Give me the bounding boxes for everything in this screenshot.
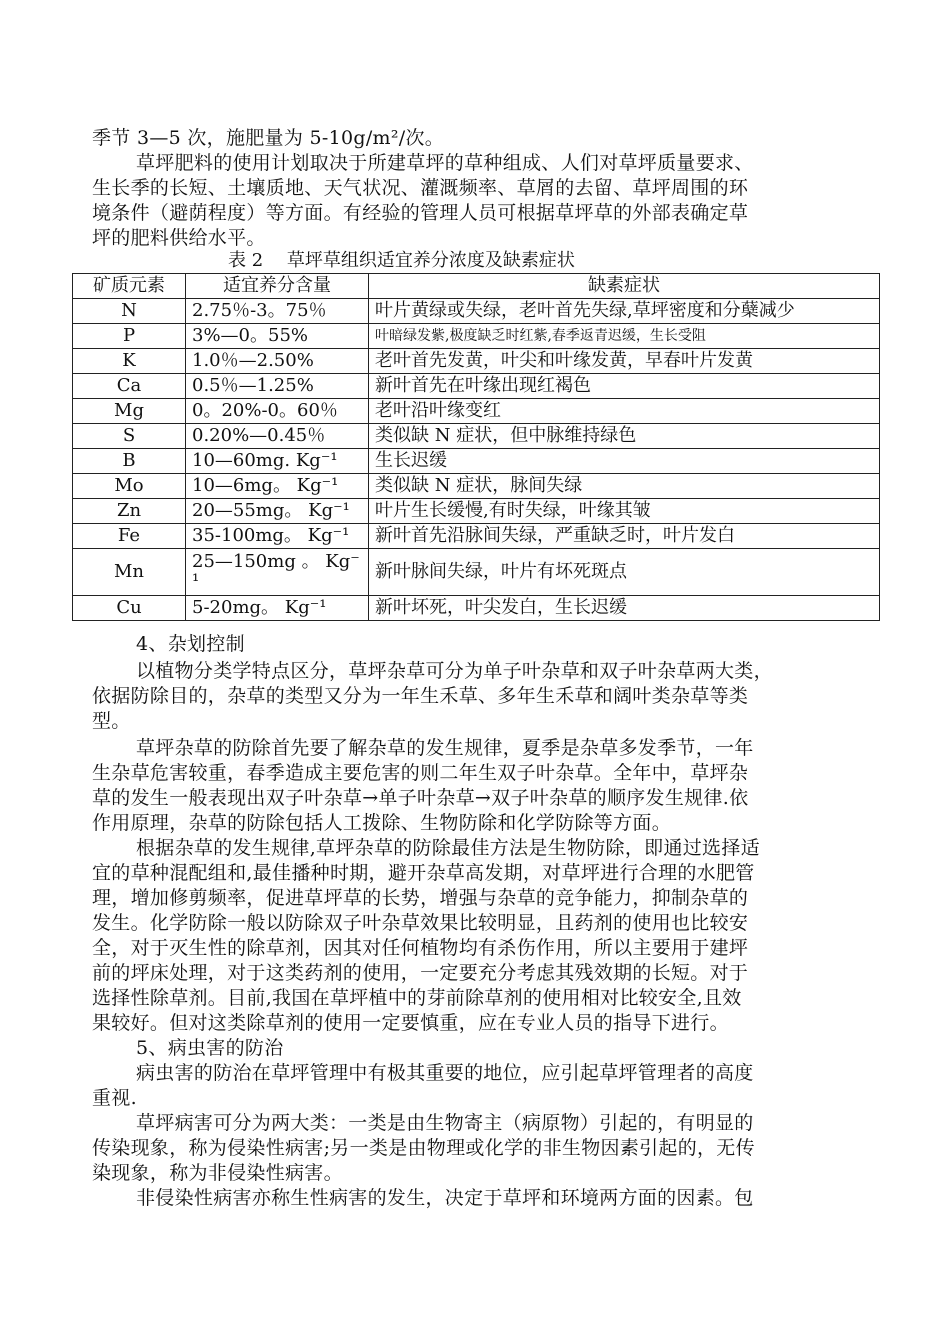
cell-element: B [73, 449, 186, 474]
text-line: 草的发生一般表现出双子叶杂草→单子叶杂草→双子叶杂草的顺序发生规律.依 [92, 787, 749, 809]
cell-element: Mg [73, 399, 186, 424]
nutrient-table [72, 273, 880, 621]
cell-symptom: 新叶脉间失绿，叶片有坏死斑点 [369, 549, 880, 596]
cell-symptom: 生长迟缓 [369, 449, 880, 474]
table-header-row [73, 274, 880, 299]
table-row [73, 324, 880, 349]
cell-content: 0.20%—0.45％ [186, 424, 369, 449]
text-line: 季节 3—5 次，施肥量为 5-10g/m²/次。 [92, 127, 445, 149]
table-row [73, 374, 880, 399]
table-row [73, 499, 880, 524]
cell-content: 2.75％-3。75％ [186, 299, 369, 324]
text-line: 草坪病害可分为两大类：一类是由生物寄主（病原物）引起的，有明显的 [136, 1112, 754, 1134]
text-line: 果较好。但对这类除草剂的使用一定要慎重，应在专业人员的指导下进行。 [92, 1012, 729, 1034]
cell-element: P [73, 324, 186, 349]
text-line: 草坪肥料的使用计划取决于所建草坪的草种组成、人们对草坪质量要求、 [136, 152, 754, 174]
header-content: 适宜养分含量 [186, 274, 369, 299]
section-heading: 5、病虫害的防治 [136, 1037, 284, 1059]
cell-symptom: 叶片黄绿或失绿，老叶首先失绿,草坪密度和分蘖减少 [369, 299, 880, 324]
cell-element: Ca [73, 374, 186, 399]
cell-content: 10—6mg。 Kg⁻¹ [186, 474, 369, 499]
cell-element: K [73, 349, 186, 374]
text-line: 病虫害的防治在草坪管理中有极其重要的地位，应引起草坪管理者的高度 [136, 1062, 754, 1084]
cell-symptom: 类似缺 N 症状，脉间失绿 [369, 474, 880, 499]
cell-element: Zn [73, 499, 186, 524]
cell-content: 5-20mg。 Kg⁻¹ [186, 596, 369, 621]
cell-symptom: 叶片生长缓慢,有时失绿，叶缘其皱 [369, 499, 880, 524]
text-line: 型。 [92, 710, 131, 732]
cell-content: 35-100mg。 Kg⁻¹ [186, 524, 369, 549]
text-line: 非侵染性病害亦称生性病害的发生，决定于草坪和环境两方面的因素。包 [136, 1187, 754, 1209]
table-row [73, 549, 880, 596]
cell-symptom: 老叶首先发黄，叶尖和叶缘发黄，早春叶片发黄 [369, 349, 880, 374]
section-heading: 4、杂划控制 [136, 633, 245, 655]
table-row [73, 399, 880, 424]
text-line: 依据防除目的，杂草的类型又分为一年生禾草、多年生禾草和阔叶类杂草等类 [92, 685, 749, 707]
text-line: 理，增加修剪频率，促进草坪草的长势，增强与杂草的竞争能力，抑制杂草的 [92, 887, 749, 909]
cell-content: 20—55mg。 Kg⁻¹ [186, 499, 369, 524]
cell-symptom: 叶暗绿发紫,极度缺乏时红紫,春季返青迟缓，生长受阻 [369, 324, 880, 349]
text-line: 境条件（避荫程度）等方面。有经验的管理人员可根据草坪草的外部表确定草 [92, 202, 749, 224]
table-row [73, 449, 880, 474]
table-row [73, 299, 880, 324]
cell-content: 3%—0。55% [186, 324, 369, 349]
header-element: 矿质元素 [73, 274, 186, 299]
text-line: 根据杂草的发生规律,草坪杂草的防除最佳方法是生物防除，即通过选择适 [136, 837, 760, 859]
cell-element: S [73, 424, 186, 449]
text-line: 选择性除草剂。目前,我国在草坪植中的芽前除草剂的使用相对比较安全,且效 [92, 987, 742, 1009]
cell-symptom: 类似缺 N 症状，但中脉维持绿色 [369, 424, 880, 449]
text-line: 坪的肥料供给水平。 [92, 227, 266, 249]
cell-symptom: 新叶首先沿脉间失绿，严重缺乏时，叶片发白 [369, 524, 880, 549]
cell-content: 0。20%-0。60％ [186, 399, 369, 424]
cell-element: Fe [73, 524, 186, 549]
table-row [73, 349, 880, 374]
cell-element: Cu [73, 596, 186, 621]
text-line: 重视. [92, 1087, 137, 1109]
text-line: 草坪杂草的防除首先要了解杂草的发生规律，夏季是杂草多发季节，一年 [136, 737, 754, 759]
text-line: 传染现象，称为侵染性病害;另一类是由物理或化学的非生物因素引起的，无传 [92, 1137, 755, 1159]
cell-content: 0.5％—1.25% [186, 374, 369, 399]
table-row [73, 524, 880, 549]
cell-content: 25—150mg 。 Kg⁻¹ [186, 549, 369, 596]
text-line: 前的坪床处理，对于这类药剂的使用，一定要充分考虑其残效期的长短。对于 [92, 962, 749, 984]
header-symptom: 缺素症状 [369, 274, 880, 299]
cell-symptom: 新叶首先在叶缘出现红褐色 [369, 374, 880, 399]
cell-content: 1.0％—2.50% [186, 349, 369, 374]
cell-element: N [73, 299, 186, 324]
cell-symptom: 老叶沿叶缘变红 [369, 399, 880, 424]
table-row [73, 474, 880, 499]
text-line: 全，对于灭生性的除草剂，因其对任何植物均有杀伤作用，所以主要用于建坪 [92, 937, 749, 959]
table-row [73, 424, 880, 449]
text-line: 发生。化学防除一般以防除双子叶杂草效果比较明显，且药剂的使用也比较安 [92, 912, 749, 934]
cell-symptom: 新叶坏死，叶尖发白，生长迟缓 [369, 596, 880, 621]
text-line: 以植物分类学特点区分，草坪杂草可分为单子叶杂草和双子叶杂草两大类， [136, 660, 773, 682]
text-line: 生长季的长短、土壤质地、天气状况、灌溉频率、草屑的去留、草坪周围的环 [92, 177, 749, 199]
cell-content: 10—60mg. Kg⁻¹ [186, 449, 369, 474]
cell-element: Mn [73, 549, 186, 596]
text-line: 生杂草危害较重，春季造成主要危害的则二年生双子叶杂草。全年中，草坪杂 [92, 762, 749, 784]
table-caption: 表 2 草坪草组织适宜养分浓度及缺素症状 [228, 250, 575, 271]
text-line: 染现象，称为非侵染性病害。 [92, 1162, 343, 1184]
text-line: 作用原理，杂草的防除包括人工拨除、生物防除和化学防除等方面。 [92, 812, 672, 834]
cell-element: Mo [73, 474, 186, 499]
text-line: 宜的草种混配组和,最佳播种时期，避开杂草高发期，对草坪进行合理的水肥管 [92, 862, 755, 884]
table-row [73, 596, 880, 621]
